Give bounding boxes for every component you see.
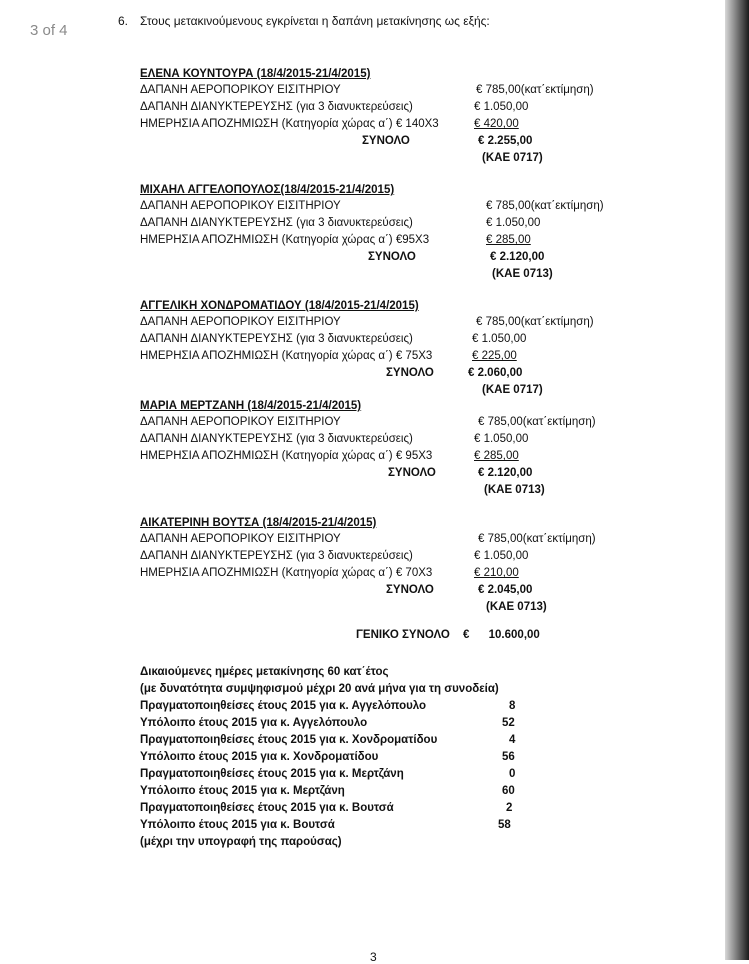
expense-row-airfare <box>140 414 596 431</box>
expense-amount: € 1.050,00 <box>474 433 529 445</box>
person-block-kountoura <box>140 66 594 167</box>
kae-row <box>140 482 545 499</box>
kae-row <box>140 266 553 283</box>
person-block-aggelopoulos <box>140 182 604 283</box>
expense-label: ΔΑΠΑΝΗ ΔΙΑΝΥΚΤΕΡΕΥΣΗΣ (για 3 διανυκτερεύσεις) <box>140 217 413 229</box>
person-block-chondromatidou <box>140 298 594 399</box>
days-line <box>140 732 516 749</box>
page-indicator: 3 of 4 <box>30 22 68 39</box>
expense-label: ΔΑΠΑΝΗ ΔΙΑΝΥΚΤΕΡΕΥΣΗΣ (για 3 διανυκτερεύσεις) <box>140 333 413 345</box>
expense-row-lodging <box>140 215 541 232</box>
days-line <box>140 817 511 834</box>
expense-amount: € 1.050,00 <box>474 101 529 113</box>
expense-label: ΗΜΕΡΗΣΙΑ ΑΠΟΖΗΜΙΩΣΗ (Κατηγορία χώρας α΄) €95Χ3 <box>140 234 430 246</box>
person-name: ΜΑΡΙΑ ΜΕΡΤΖΑΝΗ (18/4/2015-21/4/2015) <box>140 400 362 412</box>
person-block-voutsa <box>140 515 596 616</box>
days-line <box>140 766 516 783</box>
total-row <box>140 465 533 482</box>
total-row <box>140 133 533 150</box>
expense-row-airfare <box>140 314 594 331</box>
days-line <box>140 783 515 800</box>
person-name: ΕΛΕΝΑ ΚΟΥΝΤΟΥΡΑ (18/4/2015-21/4/2015) <box>140 68 371 80</box>
total-amount: € 2.255,00 <box>478 135 533 147</box>
days-line-value: 0 <box>509 768 516 780</box>
expense-label: ΔΑΠΑΝΗ ΑΕΡΟΠΟΡΙΚΟΥ ΕΙΣΙΤΗΡΙΟΥ <box>140 200 341 212</box>
expense-row-airfare <box>140 531 596 548</box>
expense-row-lodging <box>140 548 529 565</box>
expense-row-per-diem <box>140 348 517 365</box>
kae-row <box>140 150 543 167</box>
total-row <box>140 249 545 266</box>
expense-label: ΔΑΠΑΝΗ ΔΙΑΝΥΚΤΕΡΕΥΣΗΣ (για 3 διανυκτερεύσεις) <box>140 101 413 113</box>
expense-label: ΗΜΕΡΗΣΙΑ ΑΠΟΖΗΜΙΩΣΗ (Κατηγορία χώρας α΄) € 140Χ3 <box>140 118 439 130</box>
expense-amount: € 785,00(κατ΄εκτίμηση) <box>476 84 594 96</box>
total-amount: € 2.060,00 <box>468 367 523 379</box>
expense-amount: € 285,00 <box>474 450 519 462</box>
total-amount: € 2.120,00 <box>478 467 533 479</box>
expense-row-airfare <box>140 82 594 99</box>
expense-label: ΔΑΠΑΝΗ ΔΙΑΝΥΚΤΕΡΕΥΣΗΣ (για 3 διανυκτερεύσεις) <box>140 550 413 562</box>
total-row <box>140 582 533 599</box>
days-line-value: 8 <box>509 700 516 712</box>
expense-label: ΗΜΕΡΗΣΙΑ ΑΠΟΖΗΜΙΩΣΗ (Κατηγορία χώρας α΄) € 95Χ3 <box>140 450 433 462</box>
total-label: ΣΥΝΟΛΟ <box>386 367 434 379</box>
expense-row-lodging <box>140 331 527 348</box>
expense-amount: € 785,00(κατ΄εκτίμηση) <box>478 533 596 545</box>
total-row <box>140 365 523 382</box>
days-line <box>140 715 515 732</box>
kae-row <box>140 599 547 616</box>
kae-code: (ΚΑΕ 0713) <box>484 484 545 496</box>
section-heading <box>118 14 490 28</box>
expense-row-lodging <box>140 431 529 448</box>
expense-row-airfare <box>140 198 604 215</box>
total-amount: € 2.045,00 <box>478 584 533 596</box>
days-title: Δικαιούμενες ημέρες μετακίνησης 60 κατ΄έτος <box>140 666 389 678</box>
days-line <box>140 749 515 766</box>
footer-page-number: 3 <box>370 950 377 964</box>
person-name: ΜΙΧΑΗΛ ΑΓΓΕΛΟΠΟΥΛΟΣ(18/4/2015-21/4/2015) <box>140 184 395 196</box>
expense-label: ΔΑΠΑΝΗ ΑΕΡΟΠΟΡΙΚΟΥ ΕΙΣΙΤΗΡΙΟΥ <box>140 533 341 545</box>
expense-label: ΔΑΠΑΝΗ ΑΕΡΟΠΟΡΙΚΟΥ ΕΙΣΙΤΗΡΙΟΥ <box>140 84 341 96</box>
kae-code: (ΚΑΕ 0713) <box>486 601 547 613</box>
days-line <box>140 800 513 817</box>
days-line-label: Υπόλοιπο έτους 2015 για κ. Χονδροματίδου <box>140 751 379 763</box>
kae-row <box>140 382 543 399</box>
days-subtitle: (με δυνατότητα συμψηφισμού μέχρι 20 ανά μήνα για τη συνοδεία) <box>140 683 499 695</box>
total-label: ΣΥΝΟΛΟ <box>362 135 410 147</box>
kae-code: (ΚΑΕ 0717) <box>482 152 543 164</box>
expense-amount: € 1.050,00 <box>474 550 529 562</box>
person-name: ΑΙΚΑΤΕΡΙΝΗ ΒΟΥΤΣΑ (18/4/2015-21/4/2015) <box>140 517 377 529</box>
expense-label: ΔΑΠΑΝΗ ΔΙΑΝΥΚΤΕΡΕΥΣΗΣ (για 3 διανυκτερεύσεις) <box>140 433 413 445</box>
days-note: (μέχρι την υπογραφή της παρούσας) <box>140 836 342 848</box>
expense-label: ΗΜΕΡΗΣΙΑ ΑΠΟΖΗΜΙΩΣΗ (Κατηγορία χώρας α΄) € 70Χ3 <box>140 567 433 579</box>
days-line-label: Πραγματοποιηθείσες έτους 2015 για κ. Χονδροματίδου <box>140 734 438 746</box>
grand-total-currency: € <box>463 629 470 641</box>
days-line-value: 60 <box>502 785 515 797</box>
expense-row-per-diem <box>140 116 519 133</box>
expense-label: ΔΑΠΑΝΗ ΑΕΡΟΠΟΡΙΚΟΥ ΕΙΣΙΤΗΡΙΟΥ <box>140 416 341 428</box>
expense-amount: € 785,00(κατ΄εκτίμηση) <box>486 200 604 212</box>
days-line-label: Πραγματοποιηθείσες έτους 2015 για κ. Μερτζάνη <box>140 768 404 780</box>
person-block-mertzani <box>140 398 596 499</box>
expense-label: ΔΑΠΑΝΗ ΑΕΡΟΠΟΡΙΚΟΥ ΕΙΣΙΤΗΡΙΟΥ <box>140 316 341 328</box>
section-heading-text: Στους μετακινούμενους εγκρίνεται η δαπάνη μετακίνησης ως εξής: <box>140 14 490 28</box>
days-line <box>140 698 516 715</box>
expense-amount: € 785,00(κατ΄εκτίμηση) <box>478 416 596 428</box>
days-line-value: 56 <box>502 751 515 763</box>
person-name: ΑΓΓΕΛΙΚΗ ΧΟΝΔΡΟΜΑΤΙΔΟΥ (18/4/2015-21/4/2015) <box>140 300 419 312</box>
kae-code: (ΚΑΕ 0717) <box>482 384 543 396</box>
total-label: ΣΥΝΟΛΟ <box>386 584 434 596</box>
days-line-value: 2 <box>506 802 513 814</box>
expense-row-per-diem <box>140 565 519 582</box>
days-line-label: Υπόλοιπο έτους 2015 για κ. Αγγελόπουλο <box>140 717 368 729</box>
total-label: ΣΥΝΟΛΟ <box>388 467 436 479</box>
days-line-label: Πραγματοποιηθείσες έτους 2015 για κ. Βουτσά <box>140 802 394 814</box>
days-line-label: Πραγματοποιηθείσες έτους 2015 για κ. Αγγελόπουλο <box>140 700 427 712</box>
expense-label: ΗΜΕΡΗΣΙΑ ΑΠΟΖΗΜΙΩΣΗ (Κατηγορία χώρας α΄) € 75Χ3 <box>140 350 433 362</box>
travel-days-section <box>140 664 516 851</box>
expense-amount: € 210,00 <box>474 567 519 579</box>
expense-amount: € 1.050,00 <box>486 217 541 229</box>
section-number: 6. <box>118 14 129 28</box>
expense-row-per-diem <box>140 448 519 465</box>
days-line-value: 4 <box>509 734 516 746</box>
page-edge-shadow <box>725 0 749 960</box>
total-amount: € 2.120,00 <box>490 251 545 263</box>
days-line-label: Υπόλοιπο έτους 2015 για κ. Μερτζάνη <box>140 785 345 797</box>
expense-amount: € 225,00 <box>472 350 517 362</box>
days-line-value: 52 <box>502 717 515 729</box>
grand-total-label: ΓΕΝΙΚΟ ΣΥΝΟΛΟ <box>356 629 450 641</box>
days-line-label: Υπόλοιπο έτους 2015 για κ. Βουτσά <box>140 819 335 831</box>
kae-code: (ΚΑΕ 0713) <box>492 268 553 280</box>
grand-total-value: 10.600,00 <box>488 629 540 641</box>
grand-total <box>356 629 540 641</box>
days-line-value: 58 <box>498 819 511 831</box>
expense-amount: € 1.050,00 <box>472 333 527 345</box>
expense-amount: € 285,00 <box>486 234 531 246</box>
expense-amount: € 420,00 <box>474 118 519 130</box>
expense-row-lodging <box>140 99 529 116</box>
expense-amount: € 785,00(κατ΄εκτίμηση) <box>476 316 594 328</box>
total-label: ΣΥΝΟΛΟ <box>368 251 416 263</box>
expense-row-per-diem <box>140 232 531 249</box>
